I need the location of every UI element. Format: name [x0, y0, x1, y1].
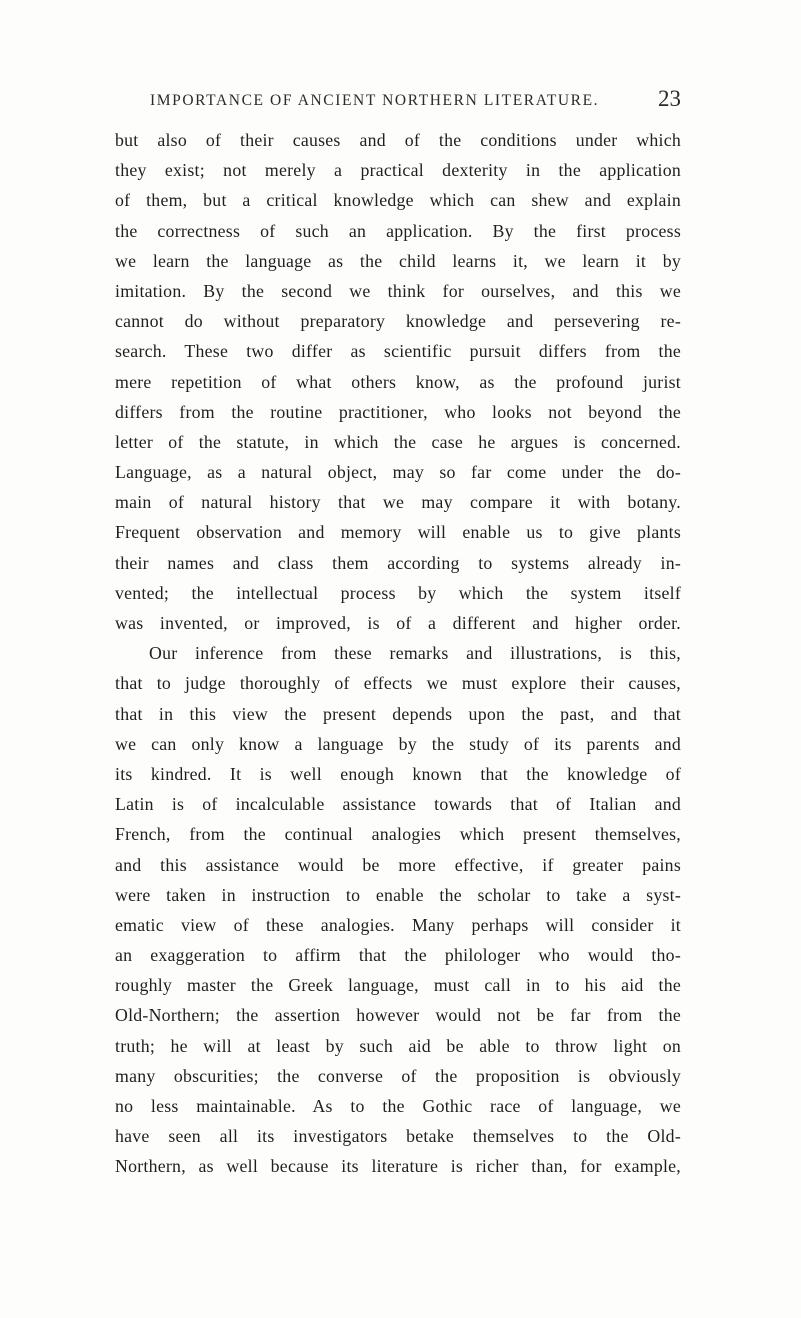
text-line: their names and class them according to systems already in- [115, 552, 681, 573]
text-line: we learn the language as the child learns it, we learn it by [115, 250, 681, 271]
running-head: IMPORTANCE OF ANCIENT NORTHERN LITERATURE. [150, 92, 600, 109]
text-line: differs from the routine practitioner, who looks not beyond the [115, 401, 681, 422]
text-line: cannot do without preparatory knowledge and persevering re- [115, 311, 681, 332]
page-number: 23 [658, 86, 681, 111]
text-line: Latin is of incalculable assistance towards that of Italian and [115, 794, 681, 815]
paragraph-first-line: Our inference from these remarks and illustrations, is this, [149, 643, 681, 664]
text-line: Northern, as well because its literature is richer than, for example, [115, 1156, 681, 1177]
text-line: but also of their causes and of the conditions under which [115, 130, 681, 150]
text-line: ematic view of these analogies. Many perhaps will consider it [115, 914, 681, 935]
text-line: of them, but a critical knowledge which can shew and explain [115, 190, 681, 211]
text-line: an exaggeration to affirm that the philologer who would tho- [115, 945, 681, 966]
text-line: French, from the continual analogies which present themselves, [115, 824, 681, 845]
text-line: was invented, or improved, is of a different and higher order. [115, 613, 681, 633]
text-line: mere repetition of what others know, as the profound jurist [115, 371, 681, 392]
text-line: the correctness of such an application. By the first process [115, 220, 681, 241]
text-line: many obscurities; the converse of the proposition is obviously [115, 1065, 681, 1086]
text-line: have seen all its investigators betake themselves to the Old- [115, 1126, 681, 1147]
text-line: were taken in instruction to enable the scholar to take a syst- [115, 884, 681, 905]
text-line: Frequent observation and memory will enable us to give plants [115, 522, 681, 543]
text-line: roughly master the Greek language, must call in to his aid the [115, 975, 681, 996]
text-line: no less maintainable. As to the Gothic race of language, we [115, 1096, 681, 1116]
text-line: Language, as a natural object, may so far come under the do- [115, 462, 681, 483]
text-line: that in this view the present depends upon the past, and that [115, 703, 681, 724]
text-line: imitation. By the second we think for ourselves, and this we [115, 280, 681, 301]
text-line: truth; he will at least by such aid be able to throw light on [115, 1035, 681, 1056]
text-line: its kindred. It is well enough known that the knowledge of [115, 763, 681, 784]
text-line: letter of the statute, in which the case he argues is concerned. [115, 431, 681, 452]
page-header [142, 86, 681, 116]
text-line: search. These two differ as scientific pursuit differs from the [115, 341, 681, 362]
text-line: they exist; not merely a practical dexterity in the application [115, 160, 681, 181]
text-line: we can only know a language by the study of its parents and [115, 733, 681, 754]
text-line: that to judge thoroughly of effects we must explore their causes, [115, 673, 681, 694]
text-line: Old-Northern; the assertion however would not be far from the [115, 1005, 681, 1026]
text-line: and this assistance would be more effective, if greater pains [115, 854, 681, 875]
text-line: main of natural history that we may compare it with botany. [115, 492, 681, 513]
text-line: vented; the intellectual process by which the system itself [115, 582, 681, 603]
body-text [115, 125, 681, 1182]
